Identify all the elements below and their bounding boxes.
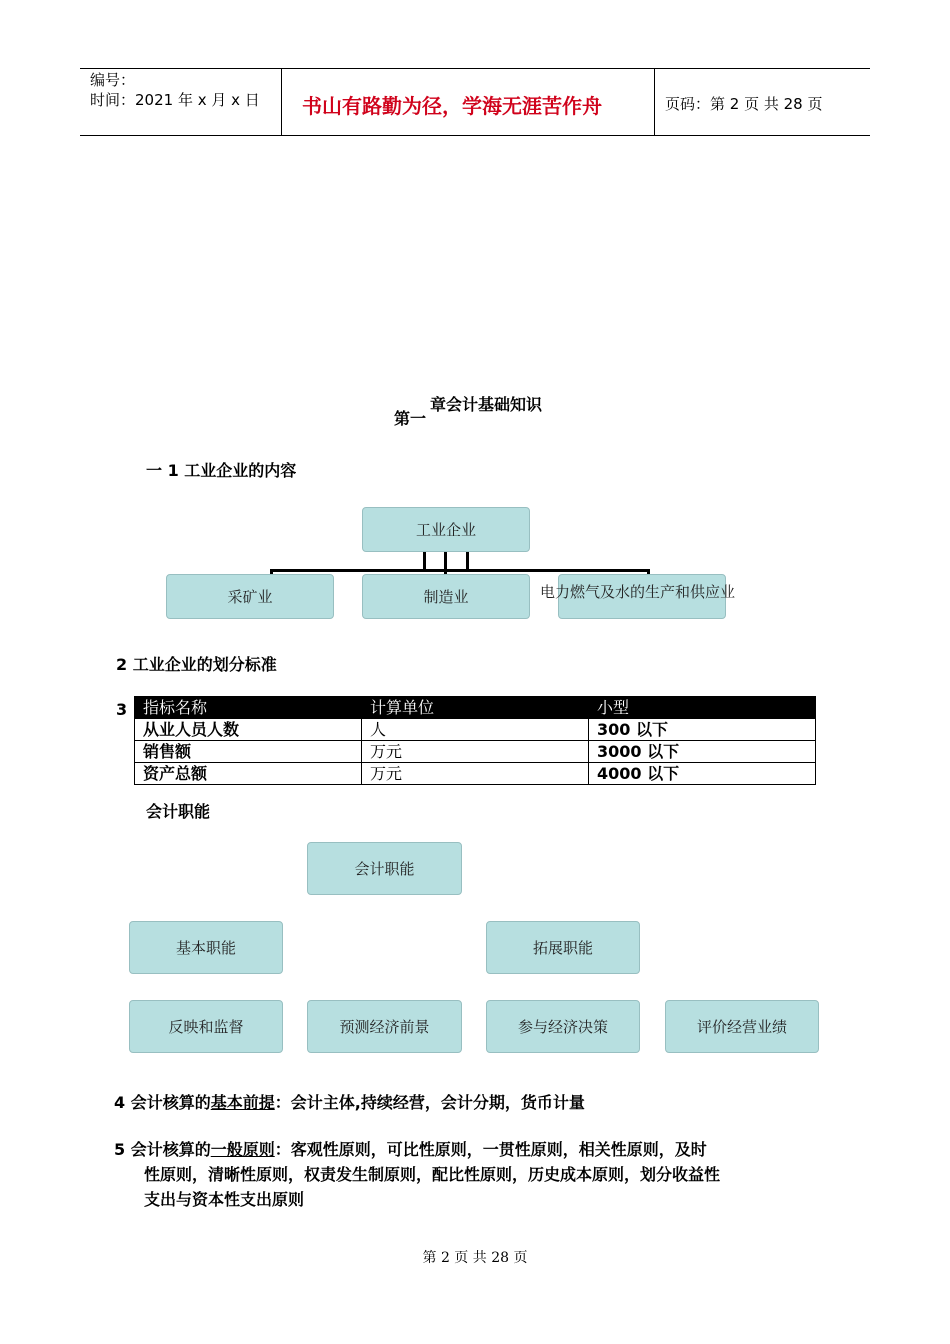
page-info: 页码：第 2 页 共 28 页 xyxy=(665,95,823,113)
header-top-border xyxy=(80,68,870,69)
chapter-title-main: 章会计基础知识 xyxy=(430,395,543,414)
header-bottom-border xyxy=(80,135,870,136)
section5-line3: 支出与资本性支出原则 xyxy=(144,1190,305,1209)
section5-line1-suffix: ：客观性原则，可比性原则，一贯性原则，相关性原则，及时 xyxy=(274,1140,707,1159)
org-connector xyxy=(270,569,650,572)
section5-line2: 性原则，清晰性原则，权责发生制原则，配比性原则，历史成本原则，划分收益性 xyxy=(144,1165,721,1184)
table-cell: 销售额 xyxy=(135,741,362,763)
table-cell: 4000 以下 xyxy=(589,763,816,785)
section5-prefix: 5 会计核算的 xyxy=(114,1140,211,1159)
header-motto: 书山有路勤为径，学海无涯苦作舟 xyxy=(302,94,602,118)
org-node-mining: 采矿业 xyxy=(166,574,334,619)
header-divider-left xyxy=(281,68,282,136)
diagram-node-evaluate-performance: 评价经营业绩 xyxy=(665,1000,819,1053)
diagram-node-reflect-supervise: 反映和监督 xyxy=(129,1000,283,1053)
serial-label: 编号： xyxy=(90,71,136,89)
date-label: 时间：2021 年 x 月 x 日 xyxy=(90,91,260,109)
table-cell: 万元 xyxy=(362,741,589,763)
org-connector xyxy=(444,552,447,574)
table-header-cell: 小型 xyxy=(589,697,816,719)
table-row xyxy=(135,719,816,741)
section4-underlined: 基本前提 xyxy=(210,1093,275,1112)
org-node-manufacturing: 制造业 xyxy=(362,574,530,619)
enterprise-size-table xyxy=(134,696,816,785)
table-header-cell: 计算单位 xyxy=(362,697,589,719)
table-cell: 万元 xyxy=(362,763,589,785)
table-cell: 资产总额 xyxy=(135,763,362,785)
diagram-node-accounting-functions: 会计职能 xyxy=(307,842,462,895)
table-cell: 3000 以下 xyxy=(589,741,816,763)
header-divider-right xyxy=(654,68,655,136)
table-cell: 从业人员人数 xyxy=(135,719,362,741)
section4-suffix: ：会计主体,持续经营，会计分期，货币计量 xyxy=(274,1093,585,1112)
diagram-node-participate-decisions: 参与经济决策 xyxy=(486,1000,640,1053)
page-footer: 第 2 页 共 28 页 xyxy=(422,1250,528,1266)
table-header-row xyxy=(135,697,816,719)
accounting-functions-heading: 会计职能 xyxy=(146,802,211,821)
table-row xyxy=(135,763,816,785)
org-node-utilities-label: 电力燃气及水的生产和供应业 xyxy=(540,583,736,601)
org-node-industrial-enterprise: 工业企业 xyxy=(362,507,530,552)
diagram-node-forecast-prospects: 预测经济前景 xyxy=(307,1000,462,1053)
table-row xyxy=(135,741,816,763)
section5-line1 xyxy=(114,1137,707,1163)
section3-number: 3 xyxy=(116,700,128,719)
section4-paragraph xyxy=(114,1090,585,1116)
table-header-cell: 指标名称 xyxy=(135,697,362,719)
section2-heading: 2 工业企业的划分标准 xyxy=(116,655,277,674)
section5-underlined: 一般原则 xyxy=(210,1140,275,1159)
org-connector xyxy=(423,552,426,572)
diagram-node-extended-functions: 拓展职能 xyxy=(486,921,640,974)
table-cell: 300 以下 xyxy=(589,719,816,741)
table-cell: 人 xyxy=(362,719,589,741)
org-connector xyxy=(466,552,469,572)
chapter-title-prefix: 第一 xyxy=(394,409,427,428)
diagram-node-basic-functions: 基本职能 xyxy=(129,921,283,974)
section4-prefix: 4 会计核算的 xyxy=(114,1093,211,1112)
section1-heading: 一 1 工业企业的内容 xyxy=(146,461,297,480)
